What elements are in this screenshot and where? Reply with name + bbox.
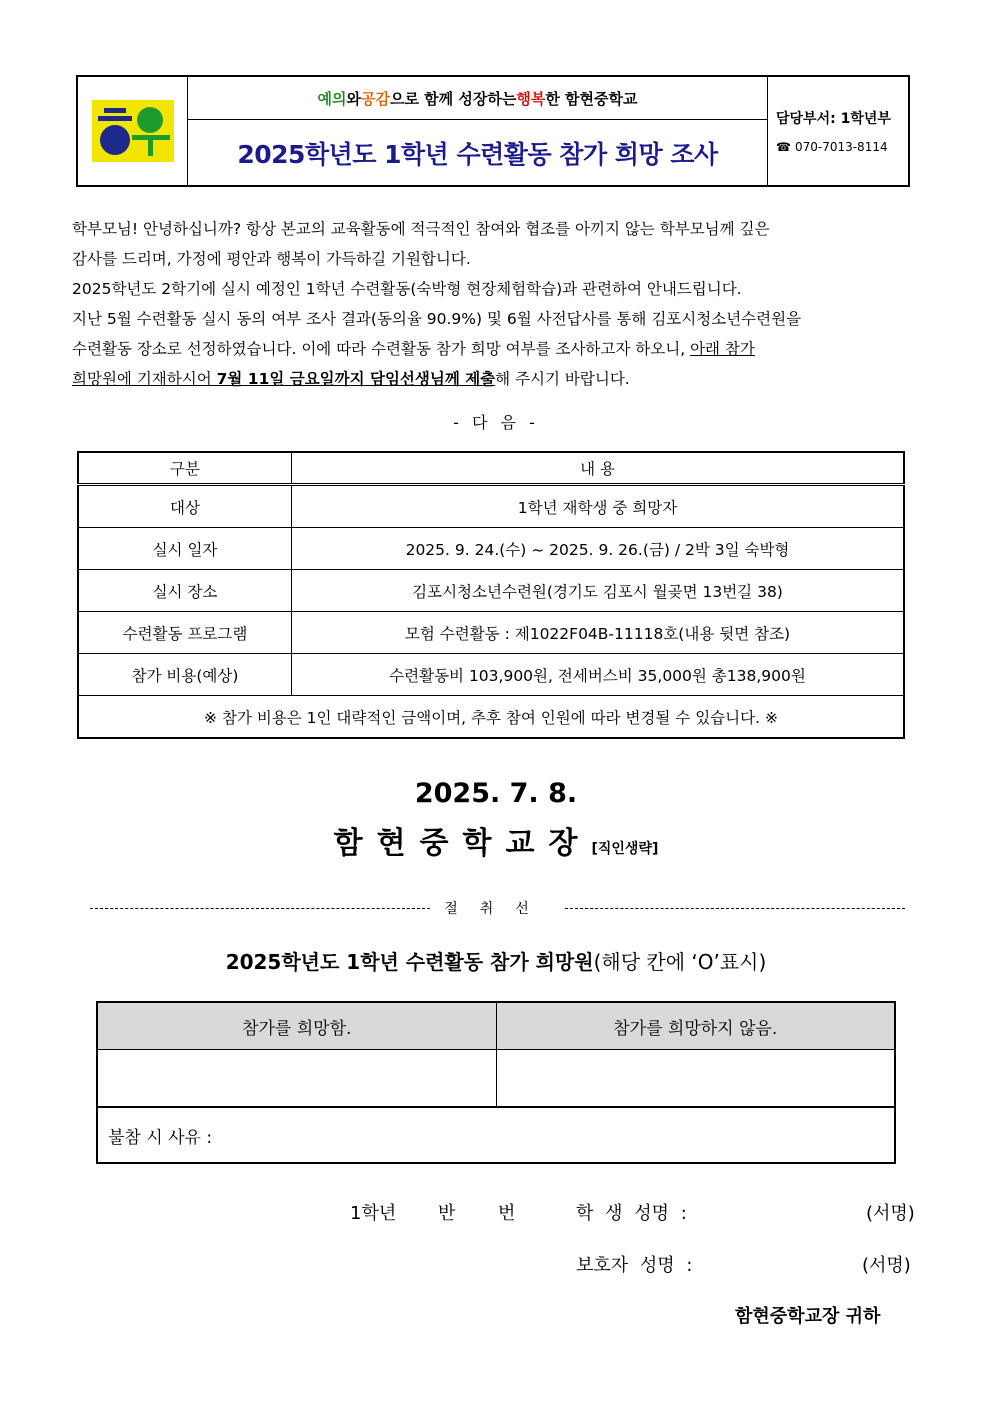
slogan-text-1: 와 <box>346 89 361 108</box>
intro-underlined: 아래 참가 <box>690 340 755 358</box>
table-note-row <box>78 696 904 739</box>
intro-line: 지난 5월 수련활동 실시 동의 여부 조사 결과(동의율 90.9%) 및 6월 사전답사를 통해 김포시청소년수련원을 <box>72 310 802 328</box>
row-value: 1학년 재학생 중 희망자 <box>292 485 905 528</box>
school-logo <box>78 77 188 185</box>
intro-line <box>72 334 922 364</box>
intro-paragraph <box>72 214 922 394</box>
student-name-label: 학 생 성명 : <box>576 1203 687 1224</box>
student-class: 반 <box>438 1203 456 1224</box>
student-sign[interactable]: (서명) <box>866 1203 915 1224</box>
participate-mark-cell[interactable] <box>97 1050 496 1108</box>
principal-name <box>0 818 992 862</box>
principal-title: 함현중학교장 <box>333 826 592 861</box>
slogan-word-3: 행복 <box>516 89 546 108</box>
table-row <box>78 485 904 528</box>
form-title-note: (해당 칸에 ‘O’표시) <box>593 950 767 974</box>
intro-text: 해 주시기 바랍니다. <box>495 370 630 388</box>
option-participate: 참가를 희망함. <box>97 1002 496 1050</box>
school-slogan <box>188 77 767 120</box>
table-header-row <box>78 452 904 485</box>
intro-text: 수련활동 장소로 선정하였습니다. 이에 따라 수련활동 참가 희망 여부를 조사하고자 하오니, <box>72 340 691 358</box>
intro-line: 감사를 드리며, 가정에 평안과 행복이 가득하길 기원합니다. <box>72 250 471 268</box>
slogan-text-3: 한 함현중학교 <box>545 89 638 108</box>
phone-icon: ☎ <box>776 140 791 154</box>
row-label: 실시 일자 <box>78 528 292 570</box>
document-title: 2025학년도 1학년 수련활동 참가 희망 조사 <box>237 139 718 169</box>
cut-line <box>90 898 905 918</box>
reason-field[interactable] <box>97 1107 895 1163</box>
dashed-divider <box>565 908 905 909</box>
intro-deadline: 7월 11일 금요일까지 담임선생님께 제출 <box>216 370 496 388</box>
header-middle <box>188 77 768 185</box>
column-header: 내 용 <box>292 452 905 485</box>
row-value: 모험 수련활동 : 제1022F04B-11118호(내용 뒷면 참조) <box>292 612 905 654</box>
response-header-row <box>97 1002 895 1050</box>
slogan-text-2: 으로 함께 성장하는 <box>389 89 517 108</box>
table-row <box>78 528 904 570</box>
table-row <box>78 612 904 654</box>
intro-underlined: 희망원에 기재하시어 <box>72 370 217 388</box>
form-title <box>0 946 992 975</box>
closing-addressee: 함현중학교장 귀하 <box>735 1306 881 1327</box>
row-value: 2025. 9. 24.(수) ~ 2025. 9. 26.(금) / 2박 3일 숙박형 <box>292 528 905 570</box>
slogan-word-1: 예의 <box>317 89 347 108</box>
option-not-participate: 참가를 희망하지 않음. <box>496 1002 895 1050</box>
student-number: 번 <box>498 1203 516 1224</box>
table-row <box>78 570 904 612</box>
header-contact <box>768 77 908 185</box>
dashed-divider <box>90 908 430 909</box>
form-title-main: 2025학년도 1학년 수련활동 참가 희망원 <box>225 950 594 974</box>
parent-sign[interactable]: (서명) <box>862 1255 911 1276</box>
row-label: 실시 장소 <box>78 570 292 612</box>
section-marker: - 다 음 - <box>453 413 539 432</box>
intro-line: 2025학년도 2학기에 실시 예정인 1학년 수련활동(숙박형 현장체험학습)과 관련하여 안내드립니다. <box>72 280 742 298</box>
row-value: 김포시청소년수련원(경기도 김포시 월곶면 13번길 38) <box>292 570 905 612</box>
response-table <box>96 1001 896 1164</box>
table-row <box>78 654 904 696</box>
not-participate-mark-cell[interactable] <box>496 1050 895 1108</box>
department: 담당부서: 1학년부 <box>776 111 891 127</box>
phone-line <box>776 140 908 154</box>
slogan-word-2: 공감 <box>360 89 390 108</box>
intro-line <box>72 364 922 394</box>
school-logo-icon <box>92 100 174 162</box>
reason-label: 불참 시 사유 : <box>108 1127 213 1148</box>
row-label: 수련활동 프로그램 <box>78 612 292 654</box>
row-label: 참가 비용(예상) <box>78 654 292 696</box>
reason-row <box>97 1107 895 1163</box>
response-mark-row <box>97 1050 895 1108</box>
phone-number: 070-7013-8114 <box>794 140 888 154</box>
header-box <box>76 75 910 187</box>
column-header: 구분 <box>78 452 292 485</box>
parent-name-label: 보호자 성명 : <box>576 1255 693 1276</box>
cost-note: ※ 참가 비용은 1인 대략적인 금액이며, 추후 참여 인원에 따라 변경될 수 있습니다. ※ <box>78 696 904 739</box>
intro-line: 학부모님! 안녕하십니까? 항상 본교의 교육활동에 적극적인 참여와 협조를 아끼지 않는 학부모님께 깊은 <box>72 220 770 238</box>
info-table <box>77 451 905 739</box>
student-grade: 1학년 <box>350 1203 397 1224</box>
row-label: 대상 <box>78 485 292 528</box>
cut-line-label: 절취선 <box>444 901 551 917</box>
row-value: 수련활동비 103,900원, 전세버스비 35,000원 총138,900원 <box>292 654 905 696</box>
seal-note: [직인생략] <box>591 841 659 857</box>
issue-date: 2025. 7. 8. <box>414 778 578 809</box>
